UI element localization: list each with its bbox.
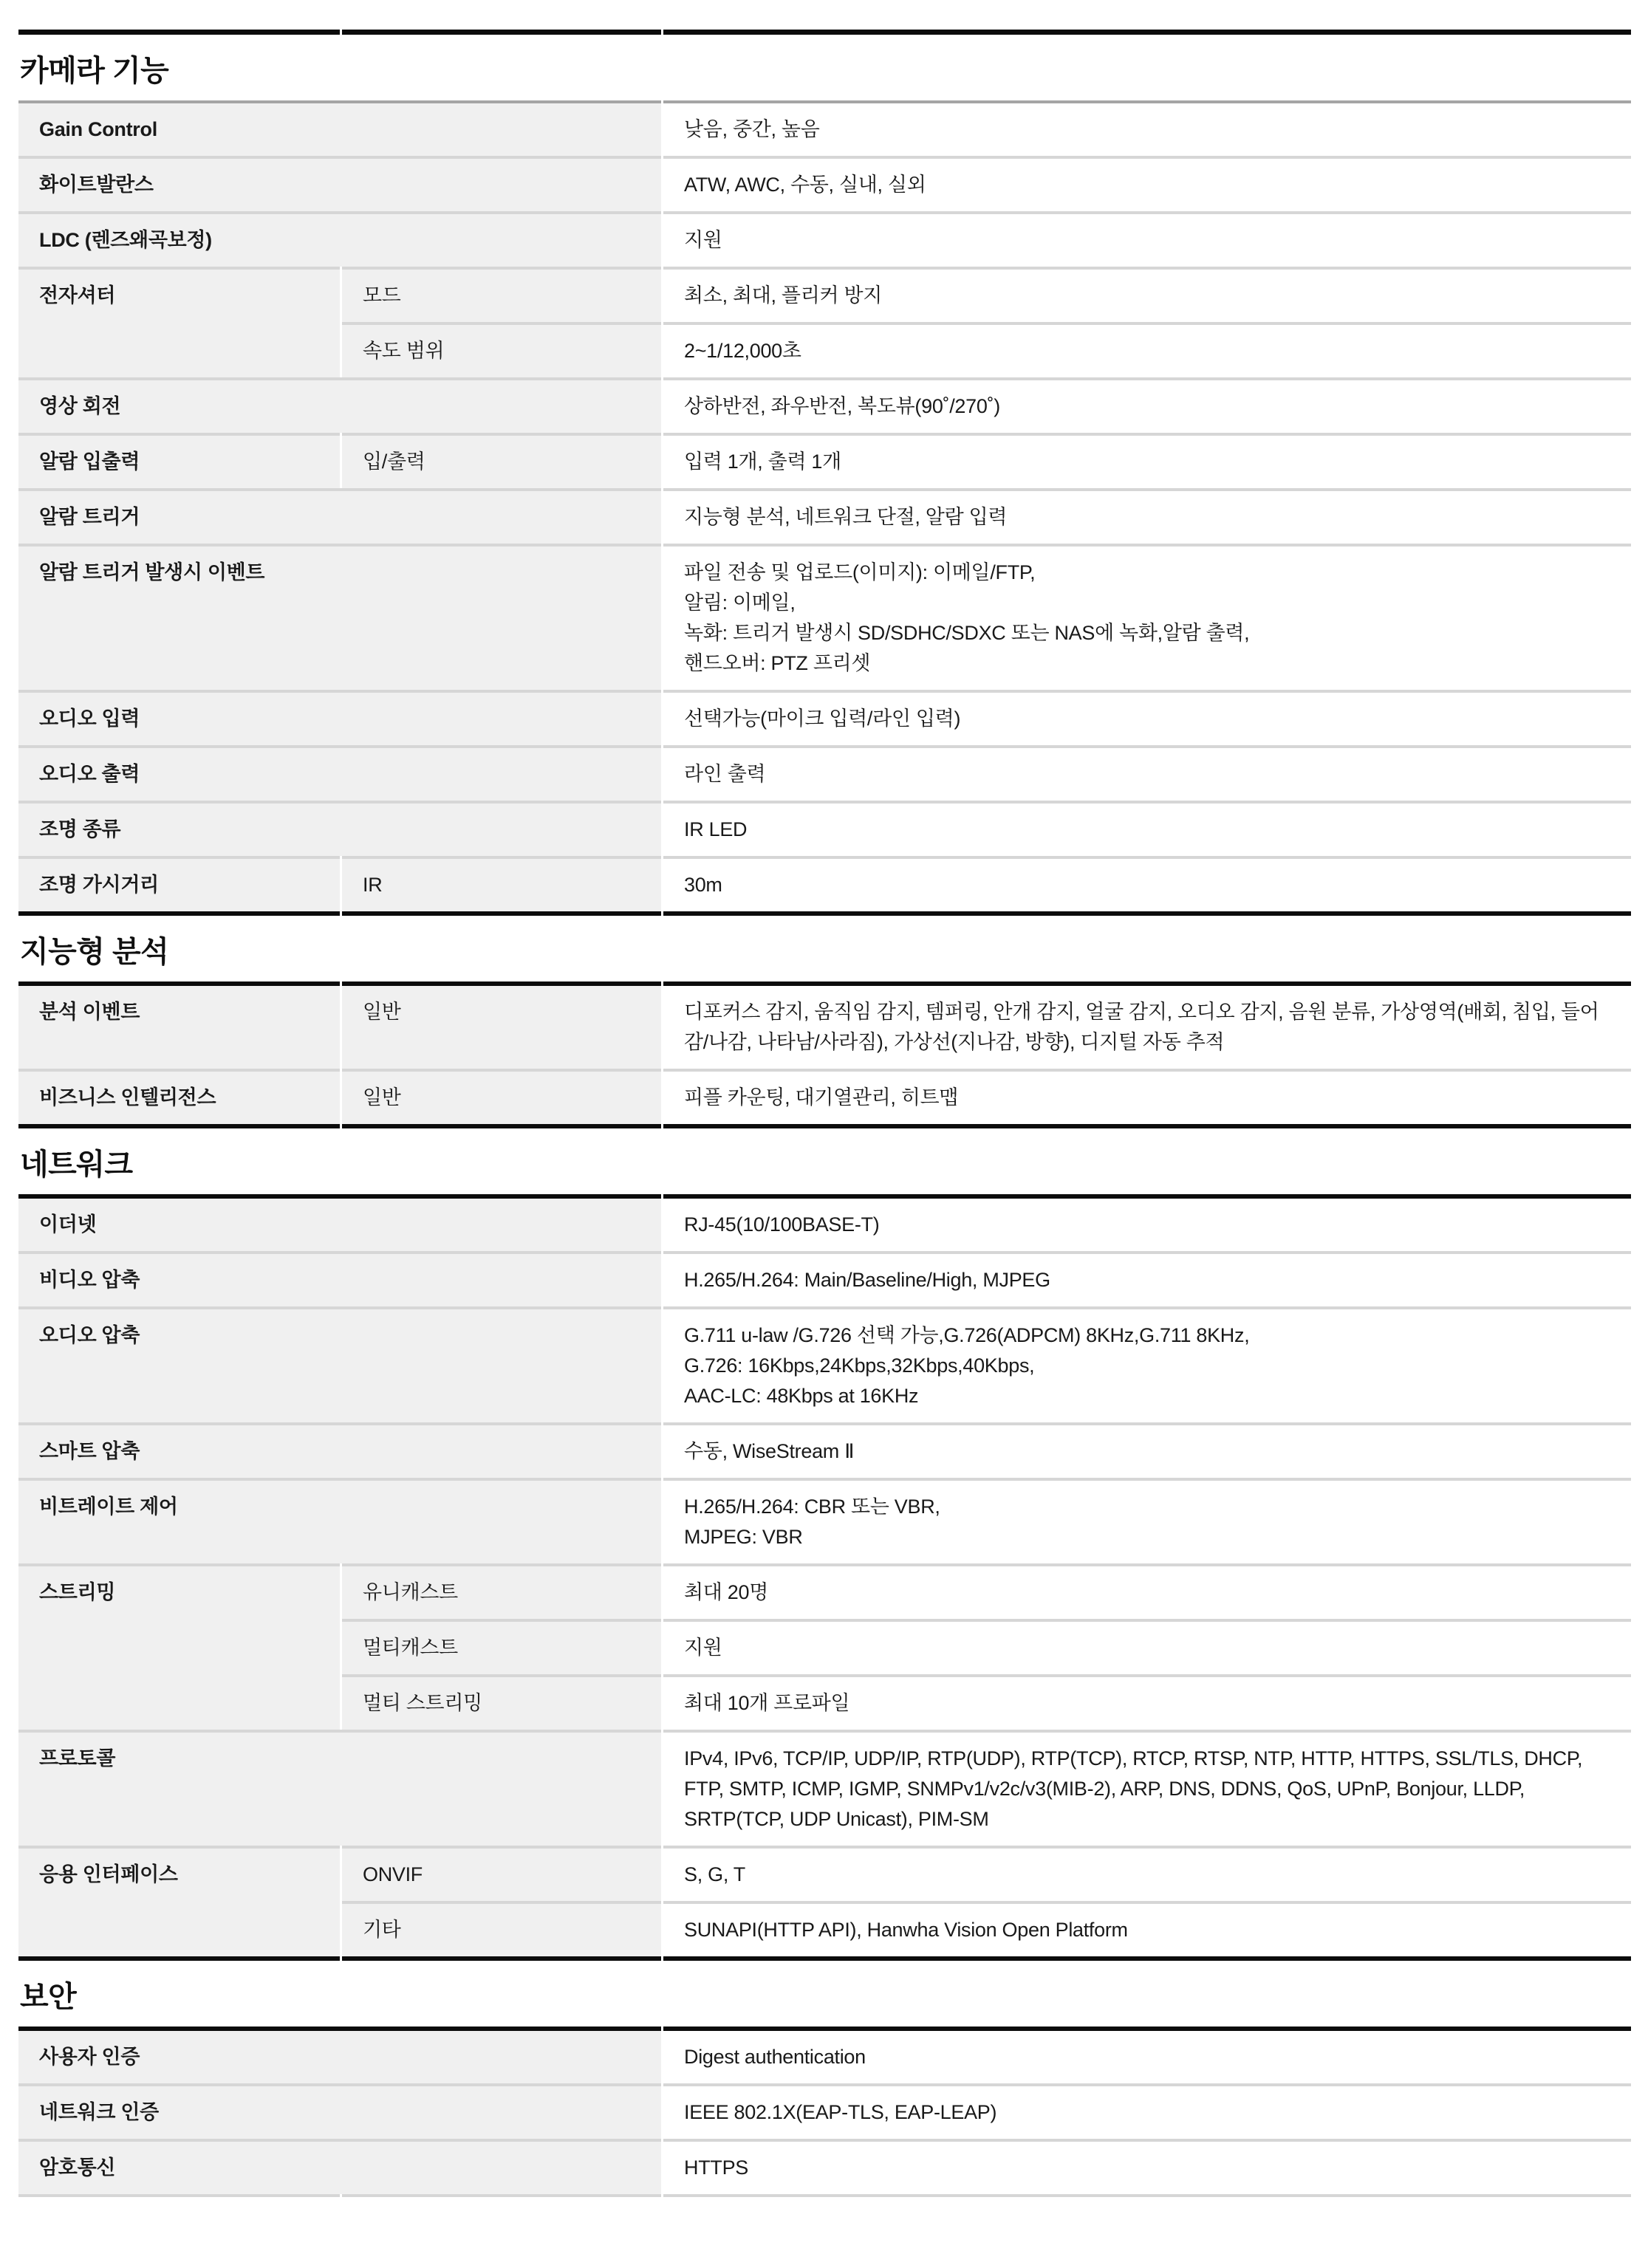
row-label-cell: 네트워크 인증	[18, 2083, 661, 2139]
value-line: S, G, T	[684, 1863, 745, 1885]
table-bottom-border	[18, 2194, 340, 2197]
border-segment	[18, 30, 340, 35]
spec-table	[18, 981, 1631, 1128]
row-label-cell: 분석 이벤트	[18, 981, 340, 1069]
value-line: ATW, AWC, 수동, 실내, 실외	[684, 174, 926, 196]
value-line: 디포커스 감지, 움직임 감지, 템퍼링, 안개 감지, 얼굴 감지, 오디오 감지, 음원 분류, 가상영역(배회, 침입, 들어감/나감, 나타남/사라짐), 가상선(지나감, 방향), 디지털 자동 추적	[684, 1001, 1599, 1053]
row-label-cell: 전자셔터	[18, 267, 340, 377]
spec-sections	[18, 53, 1631, 2197]
row-label-cell: 오디오 출력	[18, 745, 661, 801]
row-value-cell	[663, 322, 1631, 377]
row-value-cell	[663, 745, 1631, 801]
row-label-cell: 오디오 압축	[18, 1306, 661, 1422]
row-sublabel-cell: 멀티 스트리밍	[342, 1674, 661, 1730]
row-value-cell	[663, 544, 1631, 690]
row-sublabel-cell: ONVIF	[342, 1846, 661, 1901]
table-bottom-border	[342, 911, 661, 916]
row-value-cell	[663, 1846, 1631, 1901]
row-label-cell: 스트리밍	[18, 1563, 340, 1730]
row-label-cell: 비트레이트 제어	[18, 1478, 661, 1563]
row-label-cell: 화이트발란스	[18, 156, 661, 211]
row-value-cell	[663, 156, 1631, 211]
row-value-cell	[663, 100, 1631, 156]
row-value-cell	[663, 801, 1631, 856]
spec-table	[18, 100, 1631, 916]
value-line: H.265/H.264: CBR 또는 VBR,	[684, 1496, 940, 1518]
spec-table	[18, 2027, 1631, 2197]
value-line: 최소, 최대, 플리커 방지	[684, 284, 883, 306]
row-value-cell	[663, 211, 1631, 267]
row-label-cell: Gain Control	[18, 100, 661, 156]
row-sublabel-cell: 입/출력	[342, 433, 661, 488]
value-line: RJ-45(10/100BASE-T)	[684, 1213, 880, 1236]
row-value-cell	[663, 1306, 1631, 1422]
value-line: 파일 전송 및 업로드(이미지): 이메일/FTP,	[684, 561, 1036, 583]
section-title: 지능형 분석	[20, 936, 169, 968]
row-label-cell: 알람 트리거	[18, 488, 661, 544]
row-label-cell: 응용 인터페이스	[18, 1846, 340, 1956]
table-bottom-border	[18, 1124, 340, 1128]
value-line: SUNAPI(HTTP API), Hanwha Vision Open Platform	[684, 1919, 1128, 1941]
row-value-cell	[663, 981, 1631, 1069]
row-sublabel-cell: 유니캐스트	[342, 1563, 661, 1619]
border-segment	[663, 30, 1631, 35]
value-line: 피플 카운팅, 대기열관리, 히트맵	[684, 1086, 959, 1109]
section-title: 카메라 기능	[20, 55, 169, 87]
row-sublabel-cell: 속도 범위	[342, 322, 661, 377]
row-value-cell	[663, 1069, 1631, 1124]
row-value-cell	[663, 433, 1631, 488]
table-bottom-border	[663, 1124, 1631, 1128]
row-value-cell	[663, 1194, 1631, 1251]
row-label-cell: LDC (렌즈왜곡보정)	[18, 211, 661, 267]
row-label-cell: 오디오 입력	[18, 690, 661, 745]
table-bottom-border	[663, 1956, 1631, 1961]
value-line: IPv4, IPv6, TCP/IP, UDP/IP, RTP(UDP), RTP(TCP), RTCP, RTSP, NTP, HTTP, HTTPS, SSL/TLS, DHCP, FTP, SMTP, ICMP, IGMP, SNMPv1/v2c/v3(MIB-2), ARP, DNS, DDNS, QoS, UPnP, Bonjour, LLDP, SRTP(TCP, UDP Unicast), PIM-SM	[684, 1747, 1583, 1830]
row-sublabel-cell: 모드	[342, 267, 661, 322]
row-value-cell	[663, 1422, 1631, 1478]
border-segment	[342, 30, 661, 35]
table-bottom-border	[663, 911, 1631, 916]
row-label-cell: 조명 종류	[18, 801, 661, 856]
row-value-cell	[663, 1619, 1631, 1674]
value-line: 2~1/12,000초	[684, 340, 801, 362]
row-value-cell	[663, 856, 1631, 911]
value-line: 녹화: 트리거 발생시 SD/SDHC/SDXC 또는 NAS에 녹화,알람 출력,	[684, 622, 1250, 644]
spec-section	[18, 53, 1631, 916]
value-line: G.726: 16Kbps,24Kbps,32Kbps,40Kbps,	[684, 1354, 1035, 1377]
row-value-cell	[663, 1563, 1631, 1619]
value-line: 최대 10개 프로파일	[684, 1692, 850, 1714]
row-value-cell	[663, 690, 1631, 745]
row-label-cell: 이더넷	[18, 1194, 661, 1251]
spec-section	[18, 934, 1631, 1128]
row-value-cell	[663, 488, 1631, 544]
row-value-cell	[663, 2027, 1631, 2083]
row-label-cell: 프로토콜	[18, 1730, 661, 1846]
row-label-cell: 비즈니스 인텔리전스	[18, 1069, 340, 1124]
value-line: 30m	[684, 874, 722, 896]
previous-table-bottom-border	[18, 30, 1631, 35]
spec-section	[18, 1147, 1631, 1961]
spec-section	[18, 1979, 1631, 2197]
row-value-cell	[663, 2139, 1631, 2194]
value-line: AAC-LC: 48Kbps at 16KHz	[684, 1385, 919, 1407]
row-value-cell	[663, 1730, 1631, 1846]
value-line: IR LED	[684, 818, 748, 840]
value-line: 수동, WiseStream Ⅱ	[684, 1440, 855, 1462]
value-line: 상하반전, 좌우반전, 복도뷰(90˚/270˚)	[684, 395, 1000, 417]
row-value-cell	[663, 267, 1631, 322]
section-title: 네트워크	[20, 1148, 133, 1181]
row-value-cell	[663, 1251, 1631, 1306]
value-line: 낮음, 중간, 높음	[684, 118, 820, 140]
row-label-cell: 암호통신	[18, 2139, 661, 2194]
value-line: Digest authentication	[684, 2046, 866, 2068]
row-value-cell	[663, 2083, 1631, 2139]
value-line: MJPEG: VBR	[684, 1526, 803, 1548]
row-sublabel-cell: 일반	[342, 1069, 661, 1124]
row-value-cell	[663, 1674, 1631, 1730]
value-line: 입력 1개, 출력 1개	[684, 450, 841, 473]
row-label-cell: 알람 트리거 발생시 이벤트	[18, 544, 661, 690]
table-bottom-border	[342, 1124, 661, 1128]
row-sublabel-cell: 기타	[342, 1901, 661, 1956]
value-line: G.711 u-law /G.726 선택 가능,G.726(ADPCM) 8KHz,G.711 8KHz,	[684, 1324, 1250, 1346]
camera-spec-sheet	[18, 30, 1631, 2197]
row-sublabel-cell: 일반	[342, 981, 661, 1069]
row-value-cell	[663, 377, 1631, 433]
table-bottom-border	[18, 911, 340, 916]
row-label-cell: 비디오 압축	[18, 1251, 661, 1306]
row-label-cell: 영상 회전	[18, 377, 661, 433]
value-line: IEEE 802.1X(EAP-TLS, EAP-LEAP)	[684, 2101, 997, 2123]
value-line: 라인 출력	[684, 763, 766, 785]
value-line: 지원	[684, 229, 722, 251]
value-line: 알림: 이메일,	[684, 592, 796, 614]
table-bottom-border	[663, 2194, 1631, 2197]
value-line: 지능형 분석, 네트워크 단절, 알람 입력	[684, 506, 1008, 528]
section-title: 보안	[20, 1981, 77, 2013]
row-label-cell: 사용자 인증	[18, 2027, 661, 2083]
spec-table	[18, 1194, 1631, 1961]
value-line: 지원	[684, 1637, 722, 1659]
row-label-cell: 조명 가시거리	[18, 856, 340, 911]
value-line: 선택가능(마이크 입력/라인 입력)	[684, 708, 961, 730]
row-value-cell	[663, 1478, 1631, 1563]
value-line: 최대 20명	[684, 1581, 768, 1603]
value-line: 핸드오버: PTZ 프리셋	[684, 652, 871, 674]
table-bottom-border	[18, 1956, 340, 1961]
row-label-cell: 알람 입출력	[18, 433, 340, 488]
value-line: H.265/H.264: Main/Baseline/High, MJPEG	[684, 1269, 1050, 1291]
table-bottom-border	[342, 2194, 661, 2197]
row-value-cell	[663, 1901, 1631, 1956]
value-line: HTTPS	[684, 2156, 749, 2179]
row-label-cell: 스마트 압축	[18, 1422, 661, 1478]
row-sublabel-cell: IR	[342, 856, 661, 911]
row-sublabel-cell: 멀티캐스트	[342, 1619, 661, 1674]
table-bottom-border	[342, 1956, 661, 1961]
